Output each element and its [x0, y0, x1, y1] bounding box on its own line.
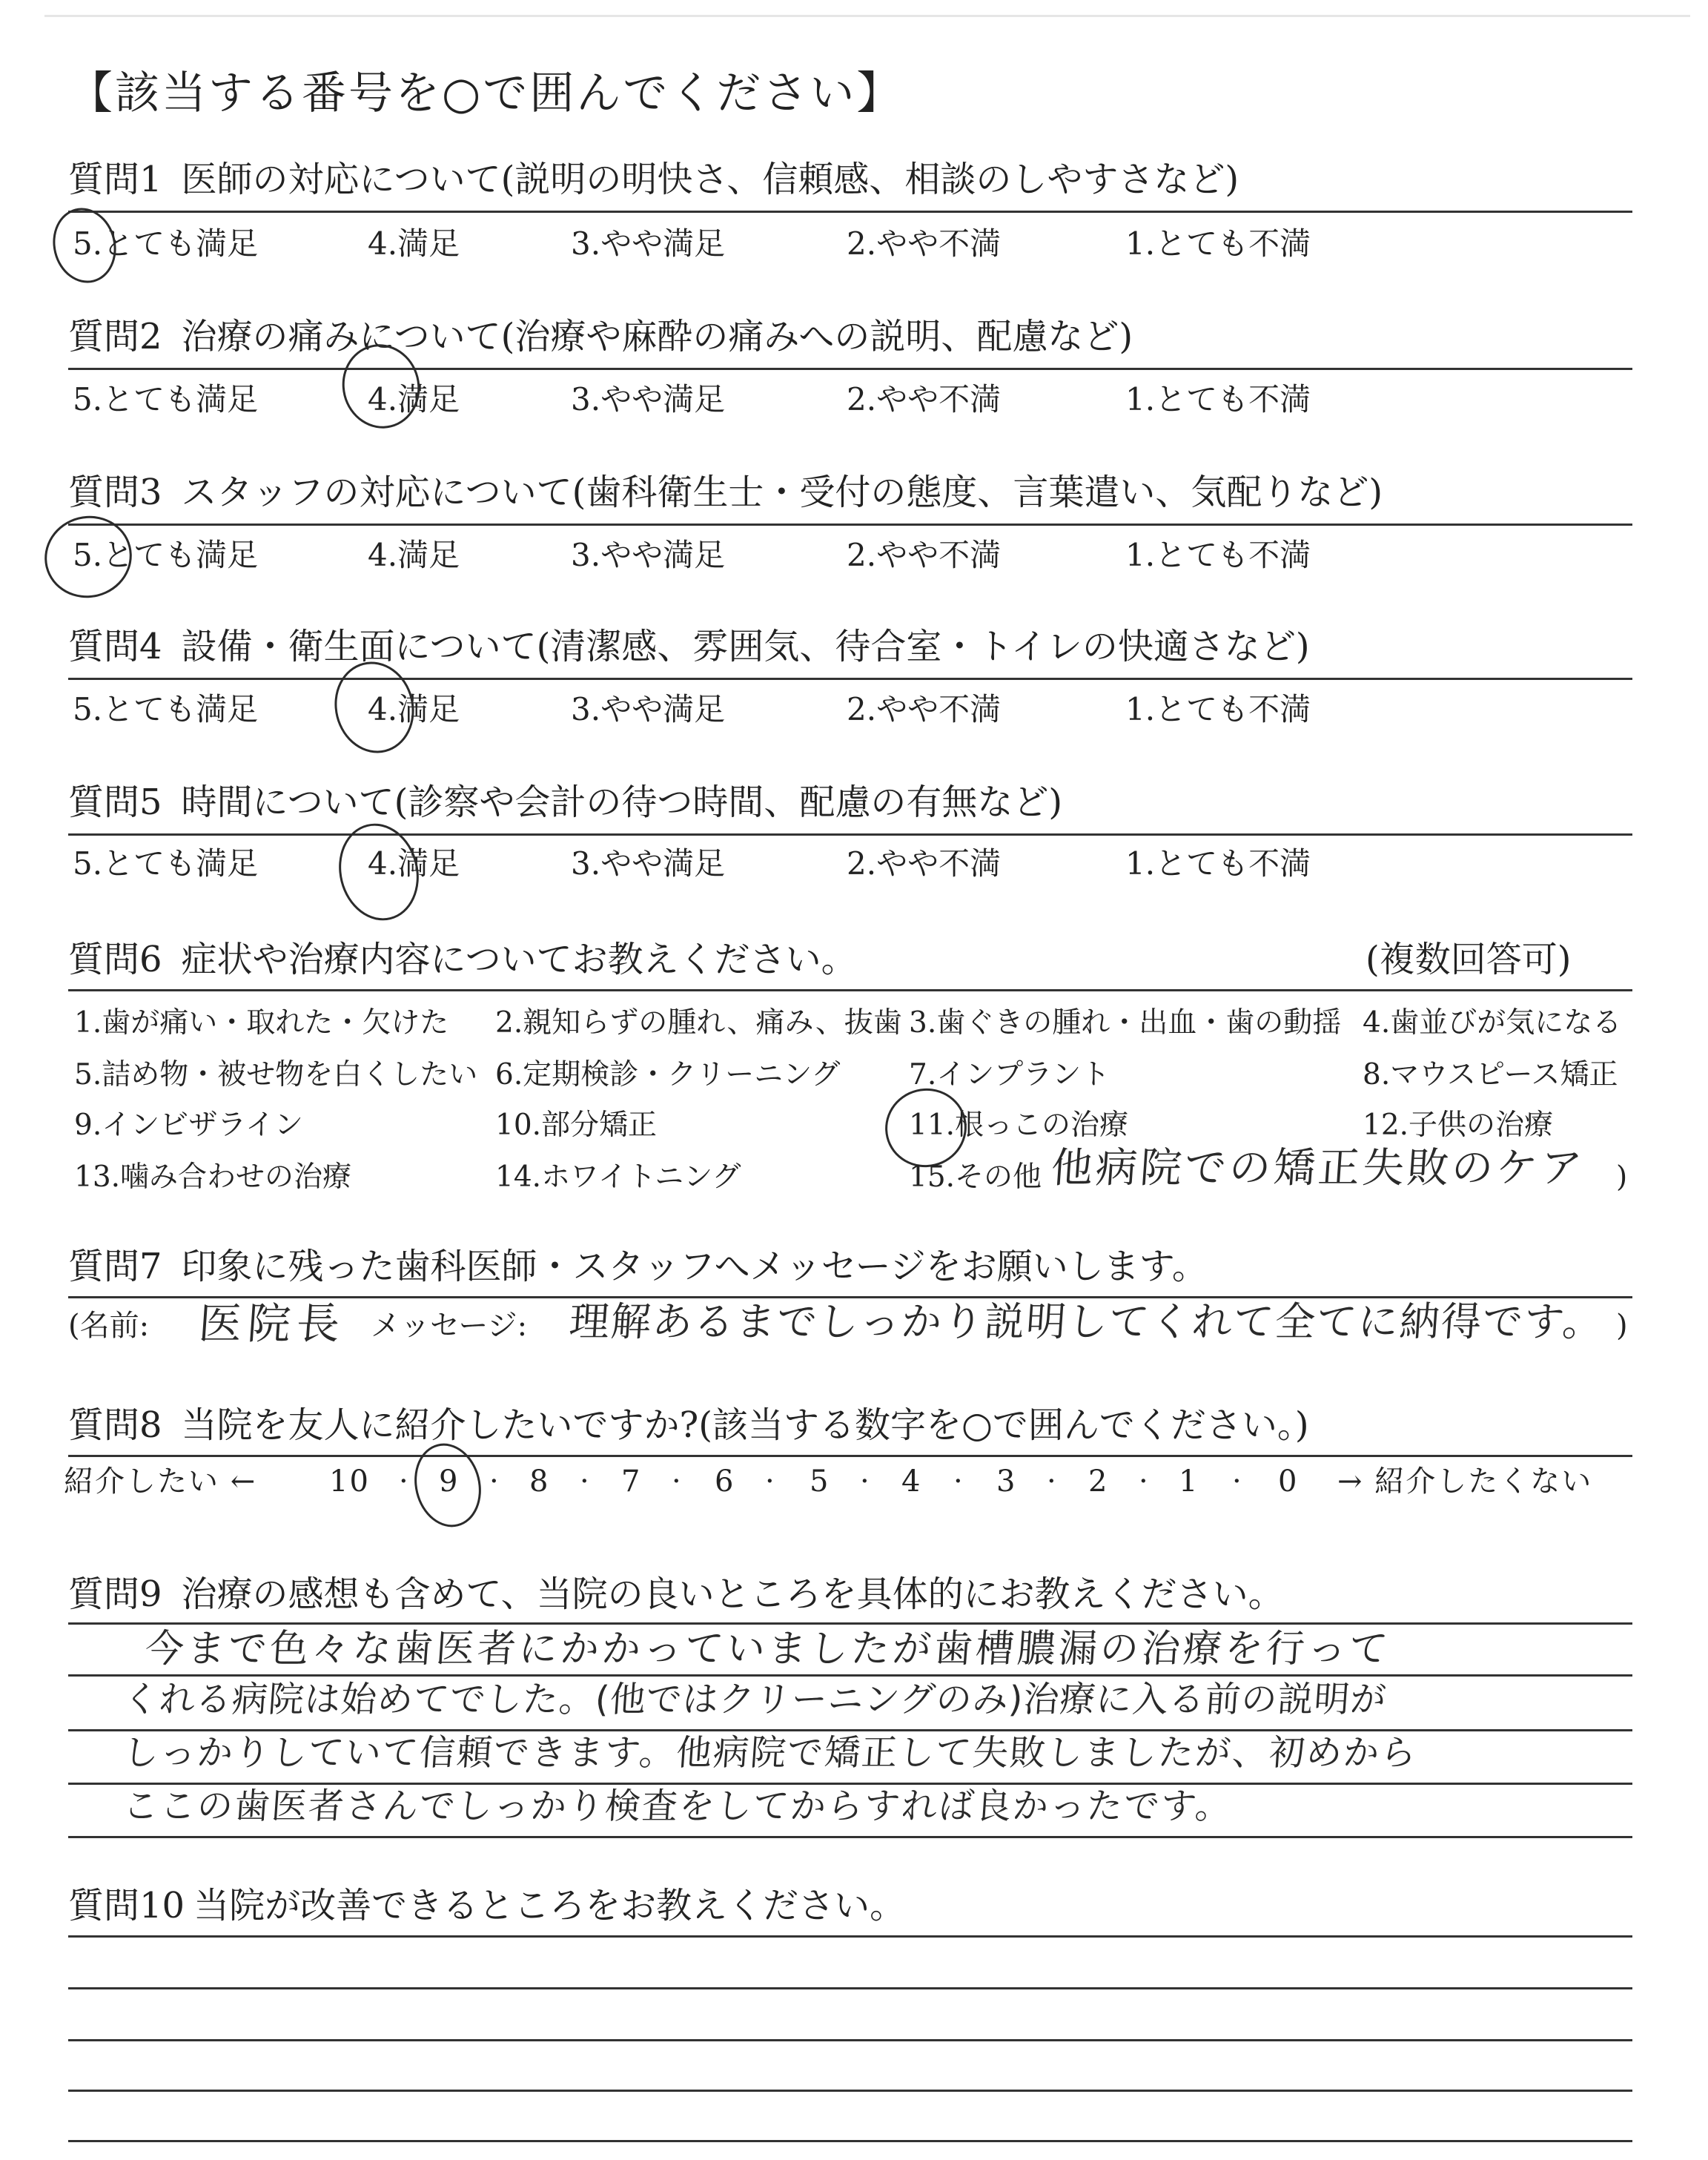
q6-item-5[interactable]: 5.詰め物・被せ物を白くしたい — [74, 1058, 478, 1091]
question-text: 治療の痛みについて(治療や麻酔の痛みへの説明、配慮など) — [181, 316, 1133, 357]
question-2-title — [68, 316, 1133, 357]
question-number: 質問9 — [68, 1573, 162, 1615]
question-4-title — [68, 626, 1310, 667]
question-9-title — [68, 1573, 1284, 1615]
scale-separator: · — [672, 1464, 683, 1499]
q9-handwritten-line-2[interactable]: くれる病院は始めてでした。(他ではクリーニングのみ)治療に入る前の説明が — [122, 1679, 1388, 1720]
question-number: 質問10 — [68, 1885, 185, 1926]
question-5-rule — [68, 833, 1632, 836]
question-number: 質問8 — [68, 1404, 162, 1446]
q9-line-5 — [68, 1836, 1632, 1838]
q4-option-3[interactable]: 3.やや満足 — [571, 691, 726, 727]
q6-item-3[interactable]: 3.歯ぐきの腫れ・出血・歯の動揺 — [909, 1006, 1342, 1040]
q3-option-5[interactable]: 5.とても満足 — [73, 537, 259, 573]
scale-separator: · — [399, 1464, 410, 1499]
question-8-title — [68, 1404, 1309, 1446]
q5-option-1[interactable]: 1.とても不満 — [1125, 845, 1311, 882]
scale-2[interactable]: 2 — [1088, 1464, 1109, 1499]
q1-option-3[interactable]: 3.やや満足 — [571, 225, 726, 262]
q2-option-1[interactable]: 1.とても不満 — [1125, 381, 1311, 417]
question-text: スタッフの対応について(歯科衛生士・受付の態度、言葉遣い、気配りなど) — [181, 472, 1383, 513]
q6-item-9[interactable]: 9.インビザライン — [74, 1109, 304, 1142]
q6-item-6[interactable]: 6.定期検診・クリーニング — [495, 1058, 841, 1091]
scale-1[interactable]: 1 — [1179, 1464, 1199, 1499]
question-text: 当院を友人に紹介したいですか?(該当する数字を○で囲んでください。) — [181, 1404, 1309, 1446]
scale-4[interactable]: 4 — [901, 1464, 922, 1499]
scale-6[interactable]: 6 — [715, 1464, 735, 1499]
scale-8[interactable]: 8 — [529, 1464, 550, 1499]
q3-option-3[interactable]: 3.やや満足 — [571, 537, 726, 573]
scale-separator: · — [860, 1464, 871, 1499]
scale-separator: · — [1047, 1464, 1058, 1499]
question-text: 印象に残った歯科医師・スタッフへメッセージをお願いします。 — [181, 1246, 1208, 1287]
q2-option-4[interactable]: 4.満足 — [368, 381, 460, 417]
question-3-rule — [68, 524, 1632, 526]
q9-line-1 — [68, 1622, 1632, 1625]
q6-other-close-paren: ) — [1616, 1160, 1628, 1194]
q1-option-5[interactable]: 5.とても満足 — [73, 225, 259, 262]
question-number: 質問5 — [68, 782, 162, 823]
scale-7[interactable]: 7 — [621, 1464, 642, 1499]
scale-9[interactable]: 9 — [439, 1464, 460, 1499]
question-number: 質問2 — [68, 316, 162, 357]
q9-handwritten-line-4[interactable]: ここの歯医者さんでしっかり検査をしてからすれば良かったです。 — [122, 1786, 1234, 1827]
question-2-rule — [68, 368, 1632, 370]
name-value[interactable]: 医院長 — [196, 1298, 348, 1349]
question-3-title — [68, 472, 1383, 513]
q9-line-3 — [68, 1729, 1632, 1731]
question-number: 質問6 — [68, 939, 162, 980]
q5-option-2[interactable]: 2.やや不満 — [847, 845, 1002, 882]
question-4-rule — [68, 678, 1632, 680]
top-border — [44, 15, 1690, 17]
q6-item-8[interactable]: 8.マウスピース矯正 — [1363, 1058, 1618, 1091]
question-text: 治療の感想も含めて、当院の良いところを具体的にお教えください。 — [181, 1573, 1284, 1615]
scale-5[interactable]: 5 — [810, 1464, 830, 1499]
question-1-title — [68, 159, 1239, 200]
message-label: メッセージ: — [371, 1309, 528, 1343]
q6-item-13[interactable]: 13.噛み合わせの治療 — [74, 1160, 352, 1194]
q1-option-1[interactable]: 1.とても不満 — [1125, 225, 1311, 262]
question-1-rule — [68, 211, 1632, 213]
name-label: (名前: — [68, 1309, 150, 1343]
q1-option-2[interactable]: 2.やや不満 — [847, 225, 1002, 262]
scale-0[interactable]: 0 — [1278, 1464, 1299, 1499]
q4-option-5[interactable]: 5.とても満足 — [73, 691, 259, 727]
q1-option-4[interactable]: 4.満足 — [368, 225, 460, 262]
q5-option-4[interactable]: 4.満足 — [368, 845, 460, 882]
question-10-title — [68, 1885, 906, 1926]
question-text: 症状や治療内容についてお教えください。 — [181, 939, 857, 980]
question-number: 質問3 — [68, 472, 162, 513]
q6-item-4[interactable]: 4.歯並びが気になる — [1363, 1006, 1622, 1040]
q2-option-3[interactable]: 3.やや満足 — [571, 381, 726, 417]
q4-option-4[interactable]: 4.満足 — [368, 691, 460, 727]
scale-10[interactable]: 10 — [329, 1464, 370, 1499]
q3-option-1[interactable]: 1.とても不満 — [1125, 537, 1311, 573]
question-7-title — [68, 1246, 1208, 1287]
q6-item-12[interactable]: 12.子供の治療 — [1363, 1109, 1554, 1142]
q10-line-4 — [68, 2090, 1632, 2092]
question-5-title — [68, 782, 1063, 823]
question-text: 設備・衛生面について(清潔感、雰囲気、待合室・トイレの快適さなど) — [181, 626, 1310, 667]
q6-other-handwritten: 他病院での矯正失敗のケア — [1049, 1144, 1587, 1192]
scale-separator: · — [489, 1464, 500, 1499]
q10-line-5 — [68, 2140, 1632, 2142]
scale-3[interactable]: 3 — [996, 1464, 1017, 1499]
question-number: 質問1 — [68, 159, 162, 200]
q4-option-2[interactable]: 2.やや不満 — [847, 691, 1002, 727]
q6-item-2[interactable]: 2.親知らずの腫れ、痛み、抜歯 — [495, 1006, 902, 1040]
question-8-rule — [68, 1455, 1632, 1457]
multiple-answer-note: (複数回答可) — [1366, 939, 1572, 980]
q6-item-14[interactable]: 14.ホワイトニング — [495, 1160, 741, 1194]
q10-line-1 — [68, 1935, 1632, 1938]
q4-option-1[interactable]: 1.とても不満 — [1125, 691, 1311, 727]
message-close-paren: ) — [1616, 1309, 1628, 1343]
q10-line-3 — [68, 2039, 1632, 2041]
scale-separator: · — [1232, 1464, 1243, 1499]
q6-item-10[interactable]: 10.部分矯正 — [495, 1109, 658, 1142]
q9-handwritten-line-1[interactable]: 今まで色々な歯医者にかかっていましたが歯槽膿漏の治療を行って — [143, 1627, 1393, 1671]
q9-line-2 — [68, 1674, 1632, 1677]
scale-separator: · — [580, 1464, 591, 1499]
q6-item-15[interactable]: 15.その他 — [909, 1160, 1042, 1194]
question-6-rule — [68, 989, 1632, 991]
q3-option-4[interactable]: 4.満足 — [368, 537, 460, 573]
q2-option-2[interactable]: 2.やや不満 — [847, 381, 1002, 417]
page-heading: 【該当する番号を○で囲んでください】 — [68, 67, 904, 119]
q5-option-3[interactable]: 3.やや満足 — [571, 845, 726, 882]
q9-handwritten-line-3[interactable]: しっかりしていて信頼できます。他病院で矯正して失敗しましたが、初めから — [122, 1732, 1420, 1774]
q6-item-1[interactable]: 1.歯が痛い・取れた・欠けた — [74, 1006, 449, 1040]
question-number: 質問7 — [68, 1246, 162, 1287]
scale-separator: · — [953, 1464, 964, 1499]
message-value[interactable]: 理解あるまでしっかり説明してくれて全てに納得です。 — [567, 1298, 1606, 1345]
q2-option-5[interactable]: 5.とても満足 — [73, 381, 259, 417]
q6-item-11[interactable]: 11.根っこの治療 — [909, 1109, 1129, 1142]
question-text: 当院が改善できるところをお教えください。 — [193, 1885, 906, 1926]
question-text: 時間について(診察や会計の待つ時間、配慮の有無など) — [181, 782, 1063, 823]
q3-option-2[interactable]: 2.やや不満 — [847, 537, 1002, 573]
recommend-right-label: → 紹介したくない — [1337, 1464, 1593, 1499]
scale-separator: · — [765, 1464, 776, 1499]
question-number: 質問4 — [68, 626, 162, 667]
q9-line-4 — [68, 1783, 1632, 1785]
recommend-left-label: 紹介したい ← — [64, 1464, 257, 1499]
q5-option-5[interactable]: 5.とても満足 — [73, 845, 259, 882]
question-text: 医師の対応について(説明の明快さ、信頼感、相談のしやすさなど) — [181, 159, 1239, 200]
scale-separator: · — [1139, 1464, 1150, 1499]
question-6-title — [68, 939, 857, 980]
q10-line-2 — [68, 1987, 1632, 1989]
q6-item-7[interactable]: 7.インプラント — [909, 1058, 1110, 1091]
